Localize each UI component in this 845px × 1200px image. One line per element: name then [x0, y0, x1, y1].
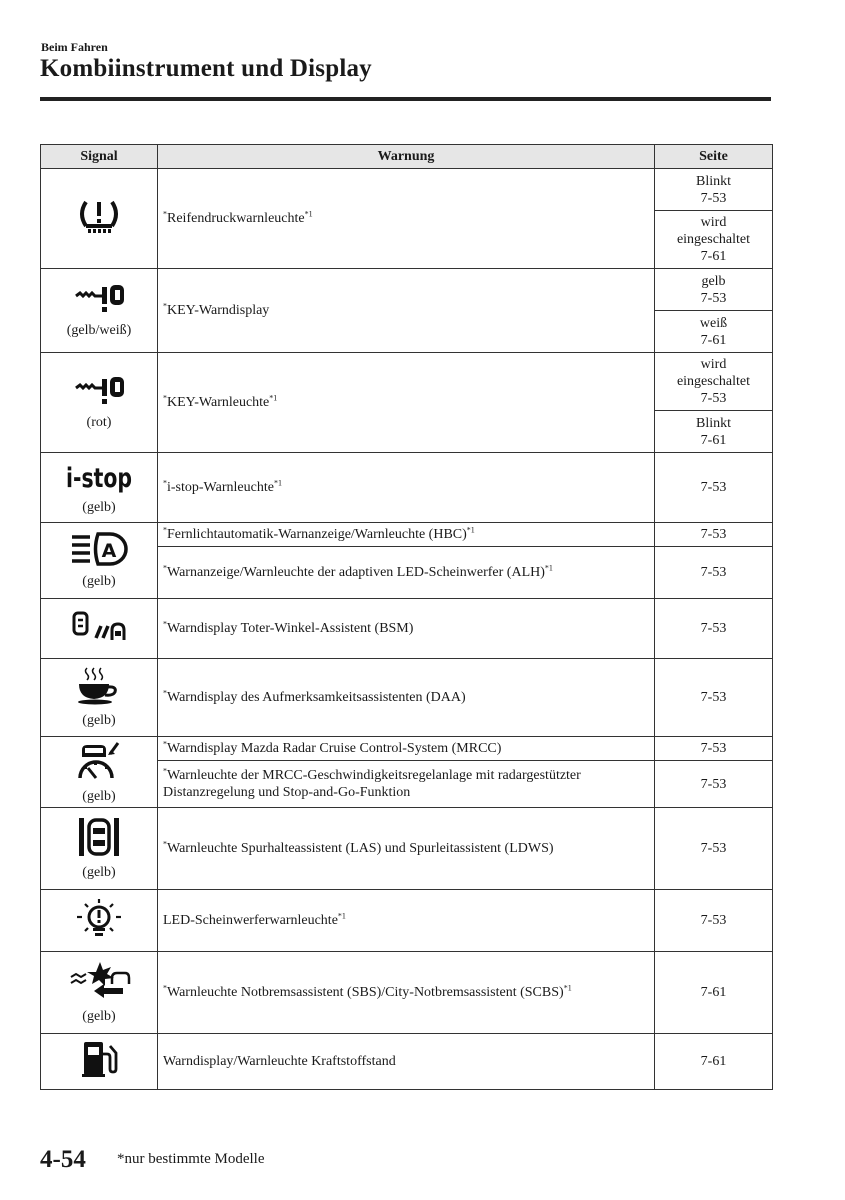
warning-text: i-stop-Warnleuchte: [167, 480, 274, 495]
optional-marker: *: [163, 766, 167, 776]
signal-cell: [41, 169, 158, 269]
table-header-row: [41, 145, 773, 169]
warning-text: Warnleuchte Notbremsassistent (SBS)/City-Notbremsassistent (SCBS): [167, 985, 564, 1000]
page-reference-cell: 7-53: [655, 808, 773, 890]
page-reference-cell: gelb 7-53: [655, 269, 773, 311]
warning-table: [40, 144, 773, 1090]
tire-pressure-icon: [46, 196, 152, 241]
page-number: 4-54: [40, 1146, 86, 1173]
table-row: [41, 737, 773, 761]
optional-marker: *: [163, 393, 167, 403]
signal-color-note: (gelb): [82, 713, 116, 728]
table-row: [41, 599, 773, 659]
signal-cell: [41, 952, 158, 1034]
warning-text: Fernlichtautomatik-Warnanzeige/Warnleuchte (HBC): [167, 527, 467, 542]
key-icon: [46, 282, 152, 321]
page-reference-cell: 7-53: [655, 599, 773, 659]
warning-cell: [158, 737, 655, 761]
signal-cell: [41, 1034, 158, 1090]
page-reference-cell: 7-53: [655, 737, 773, 761]
optional-marker: *: [163, 839, 167, 849]
warning-text: Reifendruckwarnleuchte: [167, 211, 305, 226]
table-row: [41, 952, 773, 1034]
optional-marker: *: [163, 739, 167, 749]
warning-text: Warnanzeige/Warnleuchte der adaptiven LED-Scheinwerfer (ALH): [167, 565, 545, 580]
radar-cruise-icon: [46, 740, 152, 787]
warning-cell: [158, 761, 655, 808]
signal-color-note: (gelb): [82, 788, 116, 804]
signal-color-note: (gelb): [82, 1009, 116, 1024]
warning-text: Warnleuchte Spurhalteassistent (LAS) und Spurleitassistent (LDWS): [167, 841, 554, 856]
page-reference-cell: Blinkt 7-53: [655, 169, 773, 211]
section-label: Beim Fahren: [41, 40, 108, 54]
column-header-signal: Signal: [41, 145, 158, 169]
warning-cell: [158, 523, 655, 547]
signal-cell: [41, 890, 158, 952]
page-reference-cell: 7-53: [655, 659, 773, 737]
warning-text: Warndisplay des Aufmerksamkeitsassistenten (DAA): [167, 690, 466, 705]
optional-marker: *: [163, 619, 167, 629]
warning-text: Warndisplay Mazda Radar Cruise Control-System (MRCC): [167, 741, 502, 756]
optional-marker: *: [163, 478, 167, 488]
warning-cell: [158, 952, 655, 1034]
page-reference-cell: 7-61: [655, 952, 773, 1034]
table-row: [41, 1034, 773, 1090]
page-reference-cell: 7-61: [655, 1034, 773, 1090]
warning-text: KEY-Warnleuchte: [167, 395, 270, 410]
optional-marker: *: [163, 983, 167, 993]
signal-color-note: (gelb): [82, 865, 116, 880]
signal-cell: [41, 523, 158, 599]
signal-color-note: (gelb): [82, 500, 116, 515]
auto-headlight-icon: [46, 531, 152, 572]
signal-cell: [41, 737, 158, 808]
table-row: [41, 890, 773, 952]
warning-cell: [158, 547, 655, 599]
lane-assist-icon: [46, 816, 152, 863]
footnote-marker: *1: [544, 563, 553, 573]
svg-text:A: A: [101, 540, 117, 562]
warning-cell: [158, 890, 655, 952]
page-reference-cell: 7-53: [655, 890, 773, 952]
warning-cell: [158, 599, 655, 659]
warning-cell: [158, 169, 655, 269]
column-header-page: Seite: [655, 145, 773, 169]
signal-cell: [41, 599, 158, 659]
signal-cell: [41, 808, 158, 890]
footnote-marker: *1: [466, 525, 475, 535]
page-reference-cell: 7-53: [655, 453, 773, 523]
page-reference-cell: 7-53: [655, 523, 773, 547]
table-row: [41, 353, 773, 411]
svg-text:i-stop: i-stop: [66, 463, 132, 494]
coffee-cup-icon: [46, 666, 152, 711]
warning-cell: [158, 353, 655, 453]
led-headlight-warning-icon: [46, 898, 152, 943]
warning-text: Warndisplay/Warnleuchte Kraftstoffstand: [163, 1054, 396, 1069]
warning-text: Warndisplay Toter-Winkel-Assistent (BSM): [167, 621, 414, 636]
warning-cell: [158, 269, 655, 353]
title-rule: [40, 97, 771, 101]
signal-cell: [41, 269, 158, 353]
page-reference-cell: weiß 7-61: [655, 311, 773, 353]
signal-color-note: (rot): [86, 415, 112, 430]
page-reference-cell: 7-53: [655, 761, 773, 808]
table-row: [41, 659, 773, 737]
optional-marker: *: [163, 563, 167, 573]
warning-text: LED-Scheinwerferwarnleuchte: [163, 913, 338, 928]
page-title: Kombiinstrument und Display: [40, 55, 372, 82]
page-reference-cell: wird eingeschaltet 7-53: [655, 353, 773, 411]
footnote-marker: *1: [304, 209, 313, 219]
warning-cell: [158, 453, 655, 523]
page-reference-cell: wird eingeschaltet 7-61: [655, 211, 773, 269]
warning-text: Warnleuchte der MRCC-Geschwindigkeitsregelanlage mit radargestützter Distanzregelung und Stop-and-Go-Funktion: [163, 768, 581, 800]
optional-marker: *: [163, 209, 167, 219]
column-header-warning: Warnung: [158, 145, 655, 169]
footnote-marker: *1: [269, 393, 278, 403]
table-row: [41, 269, 773, 311]
warning-cell: [158, 1034, 655, 1090]
signal-cell: [41, 659, 158, 737]
warning-text: KEY-Warndisplay: [167, 303, 270, 318]
optional-marker: *: [163, 525, 167, 535]
optional-marker: *: [163, 688, 167, 698]
footnote-marker: *1: [273, 478, 282, 488]
fuel-pump-icon: [46, 1039, 152, 1084]
table-row: [41, 169, 773, 211]
table-row: [41, 808, 773, 890]
optional-marker: *: [163, 301, 167, 311]
warning-cell: [158, 659, 655, 737]
signal-color-note: (gelb/weiß): [66, 323, 132, 338]
page-reference-cell: 7-53: [655, 547, 773, 599]
table-row: [41, 523, 773, 547]
footnote-marker: *1: [337, 911, 346, 921]
warning-cell: [158, 808, 655, 890]
i-stop-icon: [46, 459, 152, 498]
footnote-marker: *1: [563, 983, 572, 993]
signal-color-note: (gelb): [82, 574, 116, 589]
brake-assist-icon: [46, 960, 152, 1007]
signal-cell: [41, 453, 158, 523]
key-icon: [46, 374, 152, 413]
page-reference-cell: Blinkt 7-61: [655, 411, 773, 453]
blind-spot-icon: [46, 610, 152, 647]
signal-cell: [41, 353, 158, 453]
footnote: *nur bestimmte Modelle: [117, 1151, 265, 1167]
table-row: [41, 453, 773, 523]
